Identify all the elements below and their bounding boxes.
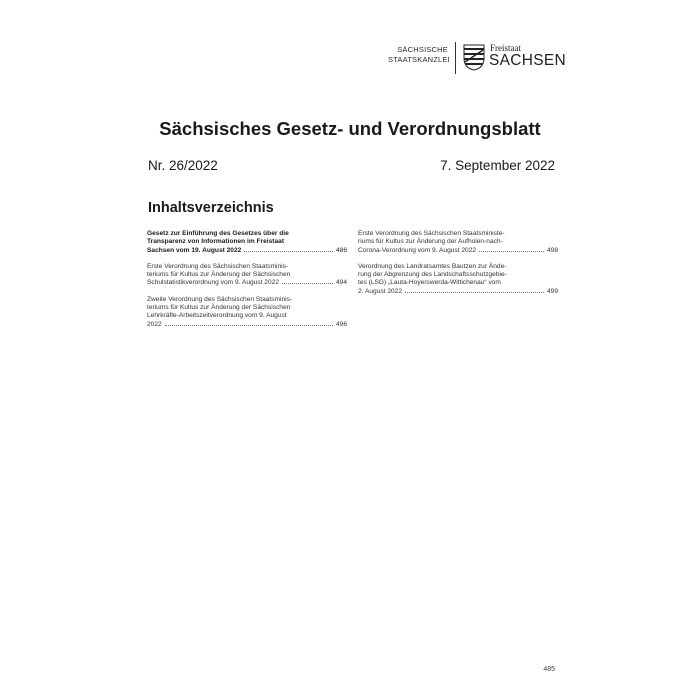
issue-date: 7. September 2022 bbox=[440, 158, 555, 173]
dot-leader bbox=[405, 292, 544, 293]
freistaat-label: Freistaat bbox=[490, 43, 521, 53]
toc-page-number: 498 bbox=[546, 246, 558, 254]
toc-page-number: 494 bbox=[335, 279, 347, 287]
toc-entry-line: Verordnung des Landratsamtes Bautzen zur Ände- bbox=[358, 262, 507, 270]
toc-entry[interactable] bbox=[147, 230, 347, 255]
toc-entry-line: Zweite Verordnung des Sächsischen Staatsminis- bbox=[147, 295, 293, 303]
toc-entry[interactable] bbox=[358, 230, 558, 255]
sachsen-wordmark: SACHSEN bbox=[489, 52, 567, 69]
dot-leader bbox=[165, 325, 333, 326]
toc-entry-line: teriums für Kultus zur Änderung der Sächsischen bbox=[147, 304, 291, 312]
dot-leader bbox=[244, 251, 333, 252]
toc-entry-line: Schulstatistikverordnung vom 9. August 2022 bbox=[147, 279, 279, 287]
saxony-coat-of-arms-icon bbox=[463, 44, 485, 71]
dot-leader bbox=[479, 251, 544, 252]
toc-entry-line: Erste Verordnung des Sächsischen Staatsminis- bbox=[147, 262, 289, 270]
toc-entry-line: 2. August 2022 bbox=[358, 287, 402, 295]
document-title: Sächsisches Gesetz- und Verordnungsblatt bbox=[159, 118, 541, 139]
toc-entry-line: teriums für Kultus zur Änderung der Sächsischen bbox=[147, 271, 291, 279]
toc-entry-line: Transparenz von Informationen im Freistaat bbox=[147, 238, 285, 246]
toc-entry-line: 2022 bbox=[147, 320, 162, 328]
toc-entry-line: tes (LSG) „Lauta-Hoyerswerda-Wittichenau“ vom bbox=[358, 279, 501, 287]
issue-number: Nr. 26/2022 bbox=[148, 158, 218, 173]
toc-column-left bbox=[147, 230, 347, 337]
toc-entry-line: Lehrkräfte-Arbeitszeitverordnung vom 9. August bbox=[147, 312, 287, 320]
toc-page-number: 496 bbox=[335, 320, 347, 328]
toc-entry-line: Corona-Verordnung vom 9. August 2022 bbox=[358, 246, 477, 254]
toc-page-number: 486 bbox=[335, 246, 347, 254]
page-number: 485 bbox=[543, 666, 555, 673]
toc-entry[interactable] bbox=[358, 263, 558, 296]
toc-page-number: 499 bbox=[546, 287, 558, 295]
toc-entry-line: rung der Abgrenzung des Landschaftsschutzgebie- bbox=[358, 271, 507, 279]
toc-column-right bbox=[358, 230, 558, 304]
toc-entry-line: Gesetz zur Einführung des Gesetzes über die bbox=[147, 230, 289, 237]
toc-entry[interactable] bbox=[147, 296, 347, 329]
toc-entry-line: riums für Kultus zur Änderung der Aufholen-nach- bbox=[358, 238, 503, 246]
toc-entry-line: Sachsen vom 19. August 2022 bbox=[147, 246, 242, 254]
header-logo bbox=[388, 42, 567, 74]
toc-entry[interactable] bbox=[147, 263, 347, 288]
staatskanzlei-wordmark: SÄCHSISCHE STAATSKANZLEI bbox=[388, 45, 450, 64]
dot-leader bbox=[282, 283, 333, 284]
toc-entry-line: Erste Verordnung des Sächsischen Staatsministe- bbox=[358, 230, 505, 237]
toc-heading: Inhaltsverzeichnis bbox=[148, 200, 274, 216]
logo-divider bbox=[455, 42, 456, 74]
